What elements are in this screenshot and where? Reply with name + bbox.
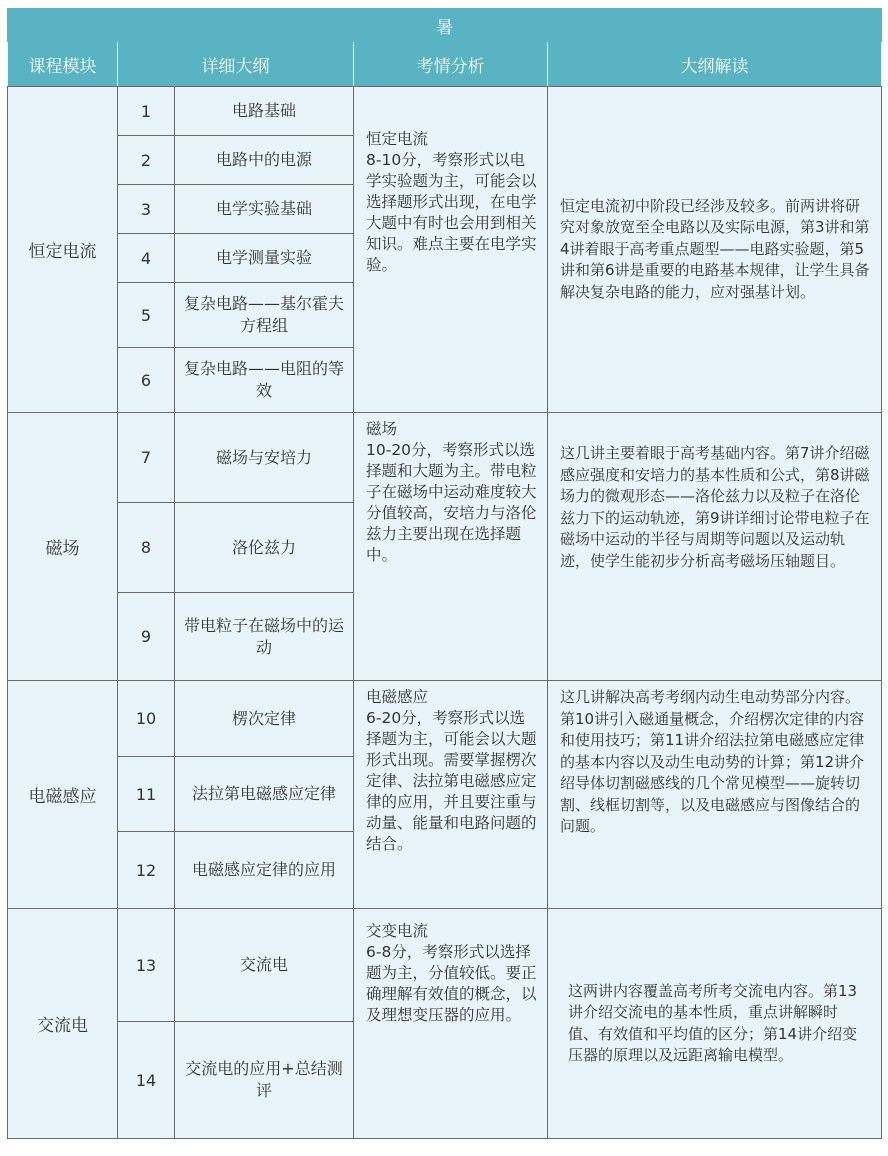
lesson-title: 电磁感应定律的应用 <box>175 832 354 909</box>
module-name: 磁场 <box>8 413 118 681</box>
lesson-title: 法拉第电磁感应定律 <box>175 757 354 832</box>
lesson-number: 1 <box>118 87 175 136</box>
lesson-number: 4 <box>118 234 175 283</box>
column-header-analysis: 考情分析 <box>354 42 548 87</box>
module-name: 电磁感应 <box>8 681 118 909</box>
analysis-text: 电磁感应 6-20分，考察形式以选择题为主，可能会以大题形式出现。需要掌握楞次定律、法拉第电磁感应定律的应用，并且要注重与动量、能量和电路问题的结合。 <box>354 681 548 909</box>
table-row <box>8 909 882 1022</box>
lesson-number: 13 <box>118 909 175 1022</box>
season-header: 暑 <box>8 9 882 42</box>
lesson-number: 5 <box>118 283 175 348</box>
lesson-number: 3 <box>118 185 175 234</box>
lesson-title: 带电粒子在磁场中的运动 <box>175 593 354 681</box>
lesson-number: 2 <box>118 136 175 185</box>
table-row <box>8 681 882 757</box>
lesson-number: 8 <box>118 503 175 593</box>
syllabus-table <box>7 8 882 1139</box>
interpretation-text: 这几讲主要着眼于高考基础内容。第7讲介绍磁感应强度和安培力的基本性质和公式，第8讲磁场力的微观形态——洛伦兹力以及粒子在洛伦兹力下的运动轨迹，第9讲详细讨论带电粒子在磁场中运动的半径与周期等问题以及运动轨迹，使学生能初步分析高考磁场压轴题目。 <box>548 413 882 681</box>
lesson-number: 10 <box>118 681 175 757</box>
lesson-title: 交流电的应用+总结测评 <box>175 1022 354 1139</box>
lesson-title: 洛伦兹力 <box>175 503 354 593</box>
lesson-title: 电路中的电源 <box>175 136 354 185</box>
module-name: 交流电 <box>8 909 118 1139</box>
table-row <box>8 87 882 136</box>
lesson-number: 6 <box>118 348 175 413</box>
lesson-number: 11 <box>118 757 175 832</box>
column-header-interpretation: 大纲解读 <box>548 42 882 87</box>
lesson-number: 7 <box>118 413 175 503</box>
lesson-title: 交流电 <box>175 909 354 1022</box>
lesson-title: 楞次定律 <box>175 681 354 757</box>
lesson-title: 电路基础 <box>175 87 354 136</box>
lesson-title: 电学实验基础 <box>175 185 354 234</box>
lesson-number: 9 <box>118 593 175 681</box>
column-header-module: 课程模块 <box>8 42 118 87</box>
lesson-title: 电学测量实验 <box>175 234 354 283</box>
lesson-number: 14 <box>118 1022 175 1139</box>
column-header-outline: 详细大纲 <box>118 42 354 87</box>
analysis-text: 磁场 10-20分，考察形式以选择题和大题为主。带电粒子在磁场中运动难度较大分值较高，安培力与洛伦兹力主要出现在选择题中。 <box>354 413 548 681</box>
analysis-text: 交变电流 6-8分，考察形式以选择题为主，分值较低。要正确理解有效值的概念，以及理想变压器的应用。 <box>354 909 548 1139</box>
interpretation-text: 这几讲解决高考考纲内动生电动势部分内容。第10讲引入磁通量概念，介绍楞次定律的内容和使用技巧；第11讲介绍法拉第电磁感应定律的基本内容以及动生电动势的计算；第12讲介绍导体切割磁感线的几个常见模型——旋转切割、线框切割等，以及电磁感应与图像结合的问题。 <box>548 681 882 909</box>
lesson-title: 复杂电路——基尔霍夫方程组 <box>175 283 354 348</box>
module-name: 恒定电流 <box>8 87 118 413</box>
interpretation-text: 这两讲内容覆盖高考所考交流电内容。第13讲介绍交流电的基本性质，重点讲解瞬时值、有效值和平均值的区分；第14讲介绍变压器的原理以及远距离输电模型。 <box>548 909 882 1139</box>
lesson-title: 磁场与安培力 <box>175 413 354 503</box>
analysis-text: 恒定电流 8-10分，考察形式以电学实验题为主，可能会以选择题形式出现，在电学大题中有时也会用到相关知识。难点主要在电学实验。 <box>354 87 548 413</box>
lesson-title: 复杂电路——电阻的等效 <box>175 348 354 413</box>
lesson-number: 12 <box>118 832 175 909</box>
interpretation-text: 恒定电流初中阶段已经涉及较多。前两讲将研究对象放宽至全电路以及实际电源，第3讲和第4讲着眼于高考重点题型——电路实验题，第5讲和第6讲是重要的电路基本规律，让学生具备解决复杂电路的能力，应对强基计划。 <box>548 87 882 413</box>
table-row <box>8 413 882 503</box>
syllabus-table-wrapper <box>7 8 881 1139</box>
